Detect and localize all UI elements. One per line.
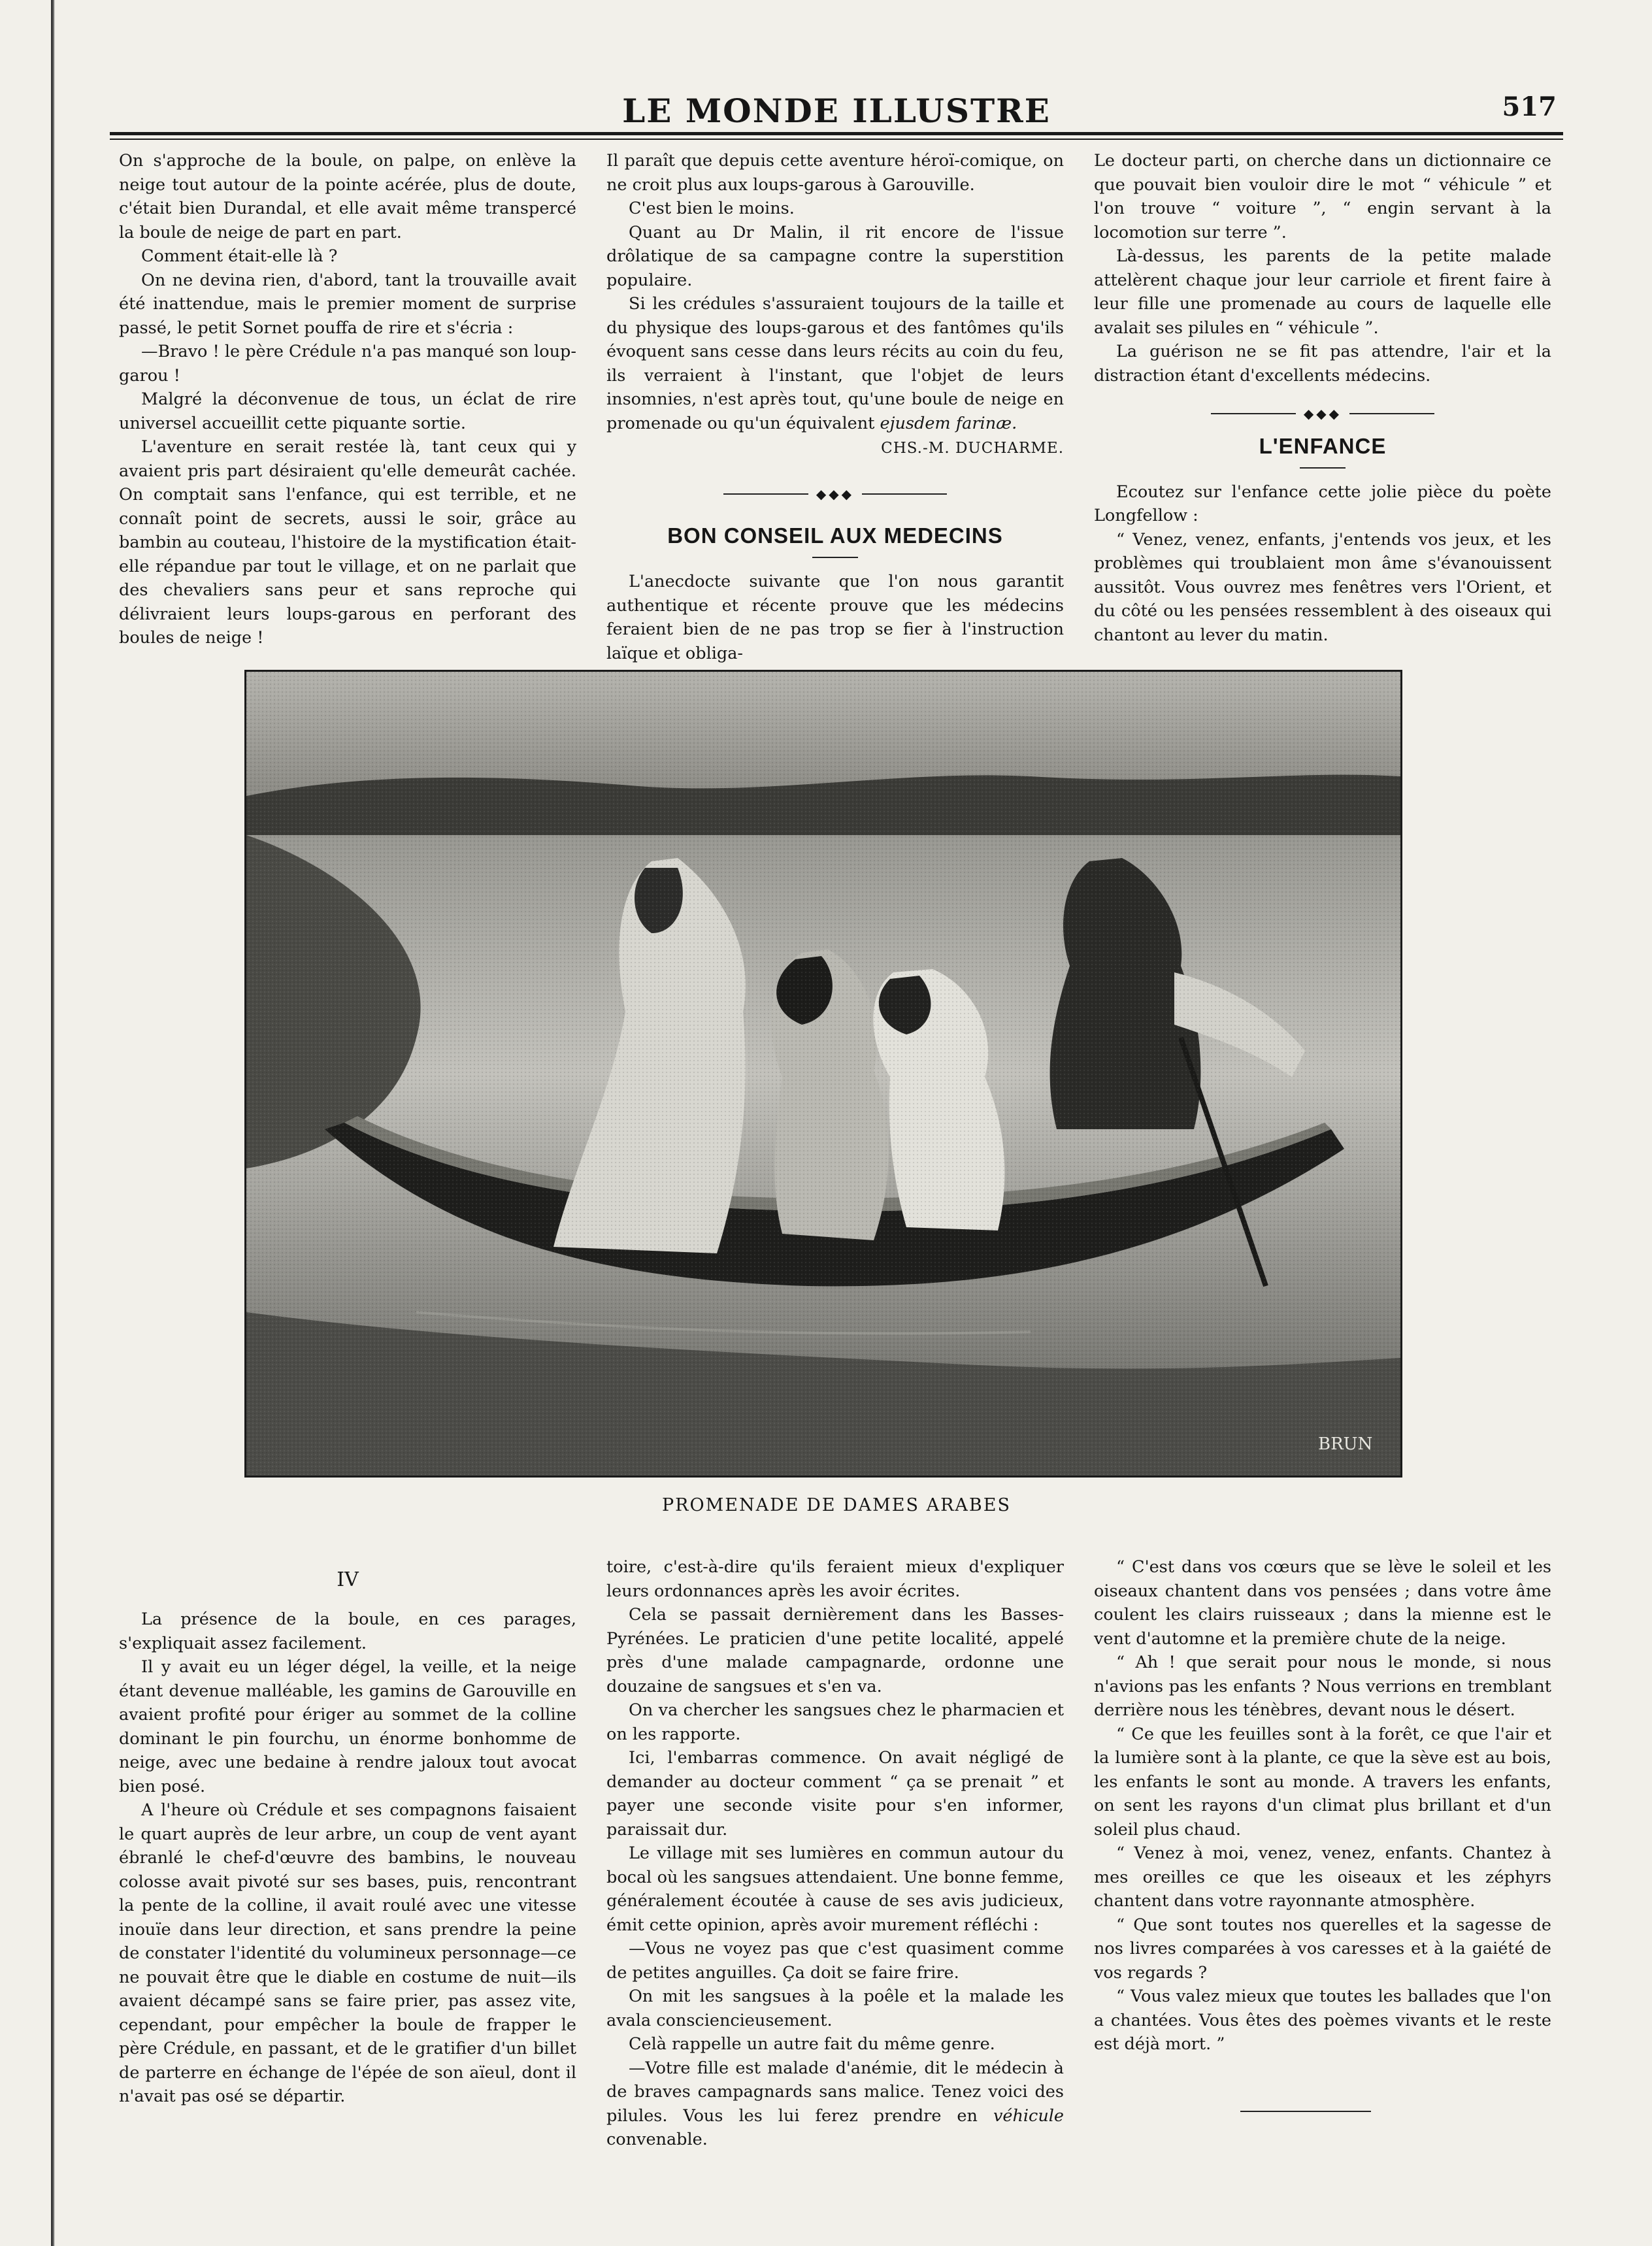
paragraph: On mit les sangsues à la poêle et la malade les avala consciencieusement. <box>606 1987 1064 2030</box>
artist-signature: BRUN <box>1318 1434 1373 1454</box>
paragraph: “ Ah ! que serait pour nous le monde, si nous n'avions pas les enfants ? Nous verrions en tremblant derrière nous les ténèbres, devant nous le désert. <box>1094 1653 1551 1720</box>
paragraph: On s'approche de la boule, on palpe, on enlève la neige tout autour de la pointe acérée, plus de doute, c'était bien Durandal, et elle avait même transpercé la boule de neige de part en part. <box>119 151 576 242</box>
section-title-bon-conseil: BON CONSEIL AUX MEDECINS <box>667 523 1003 548</box>
paragraph: Cela se passait dernièrement dans les Basses-Pyrénées. Le praticien d'une petite localité, appelé près d'une malade campagnarde, ordonne une douzaine de sangsues et s'en va. <box>606 1605 1064 1696</box>
paragraph: “ Venez à moi, venez, venez, enfants. Chantez à mes oreilles ce que les oiseaux et les zéphyrs chantent dans votre rayonnante atmosphère. <box>1094 1843 1551 1911</box>
paragraph: “ C'est dans vos cœurs que se lève le soleil et les oiseaux chantent dans vos pensées ; dans votre âme coulent les clairs ruisseaux ; dans la mienne est le vent d'automne et la première chute de la neige. <box>1094 1557 1551 1649</box>
paragraph: “ Que sont toutes nos querelles et la sagesse de nos livres comparées à vos caresses et à la gaiété de vos regards ? <box>1094 1915 1551 1983</box>
paragraph: Il y avait eu un léger dégel, la veille, et la neige étant devenue malléable, les gamins de Garouville en avaient profité pour ériger au sommet de la colline dominant le pin fourchu, un énorme bonhomme de neige, avec une bedaine à rendre jaloux tout avocat bien posé. <box>119 1657 576 1796</box>
column-3-bottom <box>1094 1555 1551 2056</box>
engraving-illustration <box>246 672 1400 1476</box>
newspaper-title: LE MONDE ILLUSTRE <box>622 91 1051 130</box>
section-ornament: ◆◆◆ <box>1094 399 1551 427</box>
paragraph-text: Si les crédules s'assuraient toujours de la taille et du physique des loups-garous et des fantômes qu'ils évoquent sans cesse dans leurs récits au coin du feu, ils verraient à l'instant, que l'objet de leurs insomnies, n'est après tout, qu'une boule de neige en promenade ou qu'un équivalent <box>606 294 1064 433</box>
column-2-top <box>606 149 1064 665</box>
title-underline <box>1300 467 1346 469</box>
figure-caption: PROMENADE DE DAMES ARABES <box>662 1495 1011 1515</box>
newspaper-page <box>110 78 1563 2222</box>
title-underline <box>812 557 858 558</box>
page-binding-edge <box>51 0 55 2246</box>
paragraph: “ Venez, venez, enfants, j'entends vos jeux, et les problèmes qui troublaient mon âme s'évanouissent aussitôt. Vous ouvrez mes fenêtres vers l'Orient, et du côté ou les pensées ressemblent à des oiseaux qui chantont au lever du matin. <box>1094 529 1551 645</box>
paragraph: C'est bien le moins. <box>629 199 795 218</box>
paragraph: La présence de la boule, en ces parages, s'expliquait assez facilement. <box>119 1610 576 1653</box>
article-end-rule <box>1240 2111 1371 2112</box>
paragraph: Là-dessus, les parents de la petite malade attelèrent chaque jour leur carriole et firent faire à leur fille une promenade au cours de laquelle elle avalait ses pilules en “ véhicule ”. <box>1094 246 1551 338</box>
paragraph: A l'heure où Crédule et ses compagnons faisaient le quart auprès de leur arbre, un coup de vent ayant ébranlé le chef-d'œuvre des bambins, le nouveau colosse avait pivoté sur ses bases, puis, rencontrant la pente de la colline, il avait roulé avec une vitesse inouïe dans leur direction, et sans prendre la peine de constater l'identité du volumineux personnage—ce ne pouvait être que le diable en costume de nuit—ils avaient décampé sans se faire prier, pas assez vite, cependant, pour empêcher la boule de frapper le père Crédule, en passant, et de le gratifier d'un billet de parterre en échange de l'épée de son aïeul, dont il n'avait pas osé se départir. <box>119 1800 576 2106</box>
paragraph: “ Ce que les feuilles sont à la forêt, ce que l'air et la lumière sont à la plante, ce que la sève est au bois, les enfants le sont au monde. A travers les enfants, on sent les rayons d'un climat plus brillant et d'un soleil plus chaud. <box>1094 1724 1551 1840</box>
paragraph: toire, c'est-à-dire qu'ils feraient mieux d'expliquer leurs ordonnances après les avoir écrites. <box>606 1557 1064 1601</box>
paragraph: Comment était-elle là ? <box>141 246 338 266</box>
paragraph: Quant au Dr Malin, il rit encore de l'issue drôlatique de sa campagne contre la superstition populaire. <box>606 222 1064 290</box>
column-1-bottom <box>119 1555 576 2109</box>
paragraph: Ici, l'embarras commence. On avait négligé de demander au docteur comment “ ça se prenait ” et payer une seconde visite pour s'en informer, paraissait dur. <box>606 1748 1064 1840</box>
paragraph: —Vous ne voyez pas que c'est quasiment comme de petites anguilles. Ça doit se faire frire. <box>606 1939 1064 1983</box>
paragraph: On ne devina rien, d'abord, tant la trouvaille avait été inattendue, mais le premier moment de surprise passé, le petit Sornet pouffa de rire et s'écria : <box>119 270 576 338</box>
paragraph: On va chercher les sangsues chez le pharmacien et on les rapporte. <box>606 1700 1064 1744</box>
page-number: 517 <box>1502 91 1557 122</box>
paragraph: Celà rappelle un autre fait du même genre. <box>629 2034 995 2054</box>
emphasized-word: véhicule <box>993 2106 1064 2126</box>
author-signature: CHS.-M. DUCHARME. <box>881 440 1064 457</box>
paragraph: Le village mit ses lumières en commun autour du bocal où les sangsues attendaient. Une bonne femme, généralement écoutée à cause de ses avis judicieux, émit cette opinion, après avoir murement réfléchi : <box>606 1843 1064 1935</box>
paragraph: Il paraît que depuis cette aventure héroï-comique, on ne croit plus aux loups-garous à Garouville. <box>606 151 1064 195</box>
header-rule-thick <box>110 132 1563 135</box>
chapter-heading: IV <box>337 1568 359 1591</box>
header-rule-thin <box>110 139 1563 140</box>
paragraph: Le docteur parti, on cherche dans un dictionnaire ce que pouvait bien vouloir dire le mot “ véhicule ” et l'on trouve “ voiture ”, “ engin servant à la locomotion sur terre ”. <box>1094 151 1551 242</box>
paragraph: La guérison ne se fit pas attendre, l'air et la distraction étant d'excellents médecins. <box>1094 342 1551 386</box>
column-2-bottom <box>606 1555 1064 2152</box>
masthead <box>110 91 1563 137</box>
paragraph: —Bravo ! le père Crédule n'a pas manqué son loup-garou ! <box>119 342 576 386</box>
section-title-enfance: L'ENFANCE <box>1259 433 1387 458</box>
column-1-top <box>119 149 576 650</box>
paragraph: Malgré la déconvenue de tous, un éclat de rire universel accueillit cette piquante sortie. <box>119 389 576 433</box>
paragraph <box>606 2056 1064 2152</box>
engraving-arab-women-boat <box>244 670 1402 1478</box>
paragraph: “ Vous valez mieux que toutes les ballades que l'on a chantées. Vous êtes des poèmes vivants et le reste est déjà mort. ” <box>1094 1987 1551 2054</box>
section-ornament: ◆◆◆ <box>606 480 1064 508</box>
latin-phrase: ejusdem farinæ. <box>880 413 1017 433</box>
paragraph: L'anecdocte suivante que l'on nous garantit authentique et récente prouve que les médecins feraient bien de ne pas trop se fier à l'instruction laïque et obliga- <box>606 572 1064 663</box>
paragraph-text: convenable. <box>606 2130 708 2149</box>
paragraph <box>606 292 1064 435</box>
paragraph: Ecoutez sur l'enfance cette jolie pièce du poète Longfellow : <box>1094 482 1551 525</box>
paragraph-text: —Votre fille est malade d'anémie, dit le médecin à de braves campagnards sans malice. Tenez voici des pilules. Vous les lui ferez prendre en <box>606 2058 1064 2126</box>
paragraph: L'aventure en serait restée là, tant ceux qui y avaient pris part désiraient qu'elle demeurât cachée. On comptait sans l'enfance, qui est terrible, et ne connaît point de secrets, aussi le soir, grâce au bambin au couteau, l'histoire de la mystification était-elle répandue par tout le village, et on ne parlait que des chevaliers sans peur et sans reproche qui délivraient leurs loups-garous en perforant des boules de neige ! <box>119 437 576 648</box>
column-3-top <box>1094 149 1551 647</box>
